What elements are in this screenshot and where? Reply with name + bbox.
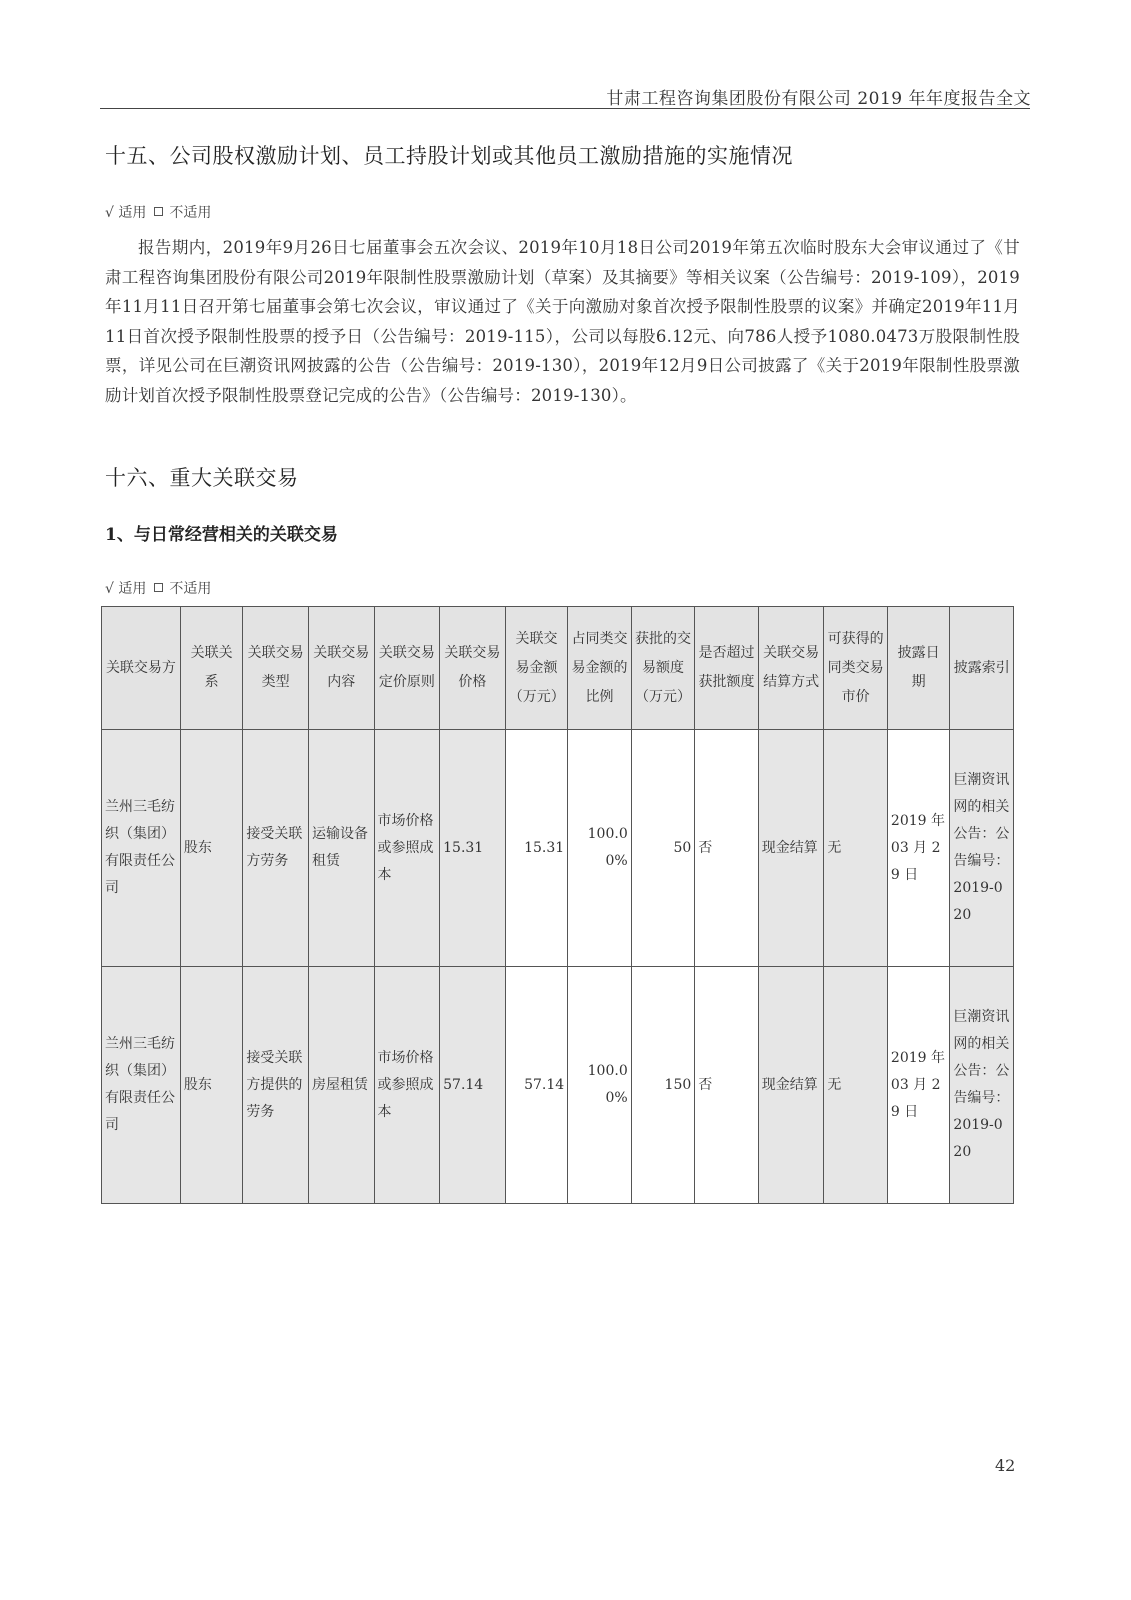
header-divider [100, 108, 1030, 109]
applicable-checked-label: √ 适用 [105, 205, 147, 221]
column-header: 关联交易定价原则 [374, 607, 440, 730]
cell-disclosure-index: 巨潮资讯网的相关公告：公告编号：2019-020 [950, 967, 1014, 1204]
unchecked-box-icon [154, 207, 163, 216]
cell-pricing-principle: 市场价格或参照成本 [374, 730, 440, 967]
cell-approved-amount: 50 [631, 730, 695, 967]
cell-content: 运输设备租赁 [308, 730, 374, 967]
cell-party: 兰州三毛纺织（集团）有限责任公司 [102, 967, 181, 1204]
related-transactions-table [101, 606, 1014, 1204]
cell-type: 接受关联方提供的劳务 [243, 967, 309, 1204]
cell-pricing-principle: 市场价格或参照成本 [374, 967, 440, 1204]
column-header: 可获得的同类交易市价 [824, 607, 888, 730]
column-header: 是否超过获批额度 [695, 607, 759, 730]
unchecked-box-icon [154, 583, 163, 592]
section-15-applicability [105, 202, 211, 222]
column-header: 披露日期 [887, 607, 950, 730]
cell-market-price: 无 [824, 730, 888, 967]
column-header: 获批的交易额度（万元） [631, 607, 695, 730]
cell-content: 房屋租赁 [308, 967, 374, 1204]
section-16-subheading: 1、与日常经营相关的关联交易 [105, 525, 338, 545]
section-15-heading: 十五、公司股权激励计划、员工持股计划或其他员工激励措施的实施情况 [105, 144, 793, 168]
cell-settlement: 现金结算 [758, 730, 824, 967]
cell-exceeds: 否 [695, 730, 759, 967]
cell-exceeds: 否 [695, 967, 759, 1204]
column-header: 占同类交易金额的比例 [568, 607, 632, 730]
column-header: 披露索引 [950, 607, 1014, 730]
document-header-title: 甘肃工程咨询集团股份有限公司 2019 年年度报告全文 [606, 89, 1031, 109]
cell-market-price: 无 [824, 967, 888, 1204]
not-applicable-label: 不适用 [169, 205, 212, 221]
cell-price: 15.31 [440, 730, 506, 967]
page-number: 42 [995, 1456, 1016, 1475]
column-header: 关联交易类型 [243, 607, 309, 730]
column-header: 关联交易内容 [308, 607, 374, 730]
table-row [102, 730, 1014, 967]
cell-price: 57.14 [440, 967, 506, 1204]
column-header: 关联关系 [180, 607, 243, 730]
section-16-applicability [105, 578, 211, 598]
cell-ratio: 100.00% [568, 967, 632, 1204]
cell-disclosure-date: 2019 年 03 月 29 日 [887, 730, 950, 967]
cell-type: 接受关联方劳务 [243, 730, 309, 967]
cell-relation: 股东 [180, 730, 243, 967]
cell-settlement: 现金结算 [758, 967, 824, 1204]
cell-amount: 15.31 [505, 730, 568, 967]
column-header: 关联交易结算方式 [758, 607, 824, 730]
not-applicable-label: 不适用 [169, 581, 212, 597]
cell-ratio: 100.00% [568, 730, 632, 967]
cell-party: 兰州三毛纺织（集团）有限责任公司 [102, 730, 181, 967]
column-header: 关联交易价格 [440, 607, 506, 730]
cell-amount: 57.14 [505, 967, 568, 1204]
applicable-checked-label: √ 适用 [105, 581, 147, 597]
cell-relation: 股东 [180, 967, 243, 1204]
section-16-heading: 十六、重大关联交易 [105, 466, 299, 490]
column-header: 关联交易方 [102, 607, 181, 730]
table-row [102, 967, 1014, 1204]
column-header: 关联交易金额（万元） [505, 607, 568, 730]
cell-disclosure-index: 巨潮资讯网的相关公告：公告编号：2019-020 [950, 730, 1014, 967]
cell-approved-amount: 150 [631, 967, 695, 1204]
cell-disclosure-date: 2019 年 03 月 29 日 [887, 967, 950, 1204]
section-15-paragraph: 报告期内，2019年9月26日七届董事会五次会议、2019年10月18日公司2019年第五次临时股东大会审议通过了《甘肃工程咨询集团股份有限公司2019年限制性股票激励计划（草案）及其摘要》等相关议案（公告编号：2019-109），2019年11月11日召开第七届董事会第七次会议，审议通过了《关于向激励对象首次授予限制性股票的议案》并确定2019年11月11日首次授予限制性股票的授予日（公告编号：2019-115），公司以每股6.12元、向786人授予1080.0473万股限制性股票，详见公司在巨潮资讯网披露的公告（公告编号：2019-130），2019年12月9日公司披露了《关于2019年限制性股票激励计划首次授予限制性股票登记完成的公告》（公告编号：2019-130）。 [105, 238, 1020, 405]
table-header-row [102, 607, 1014, 730]
